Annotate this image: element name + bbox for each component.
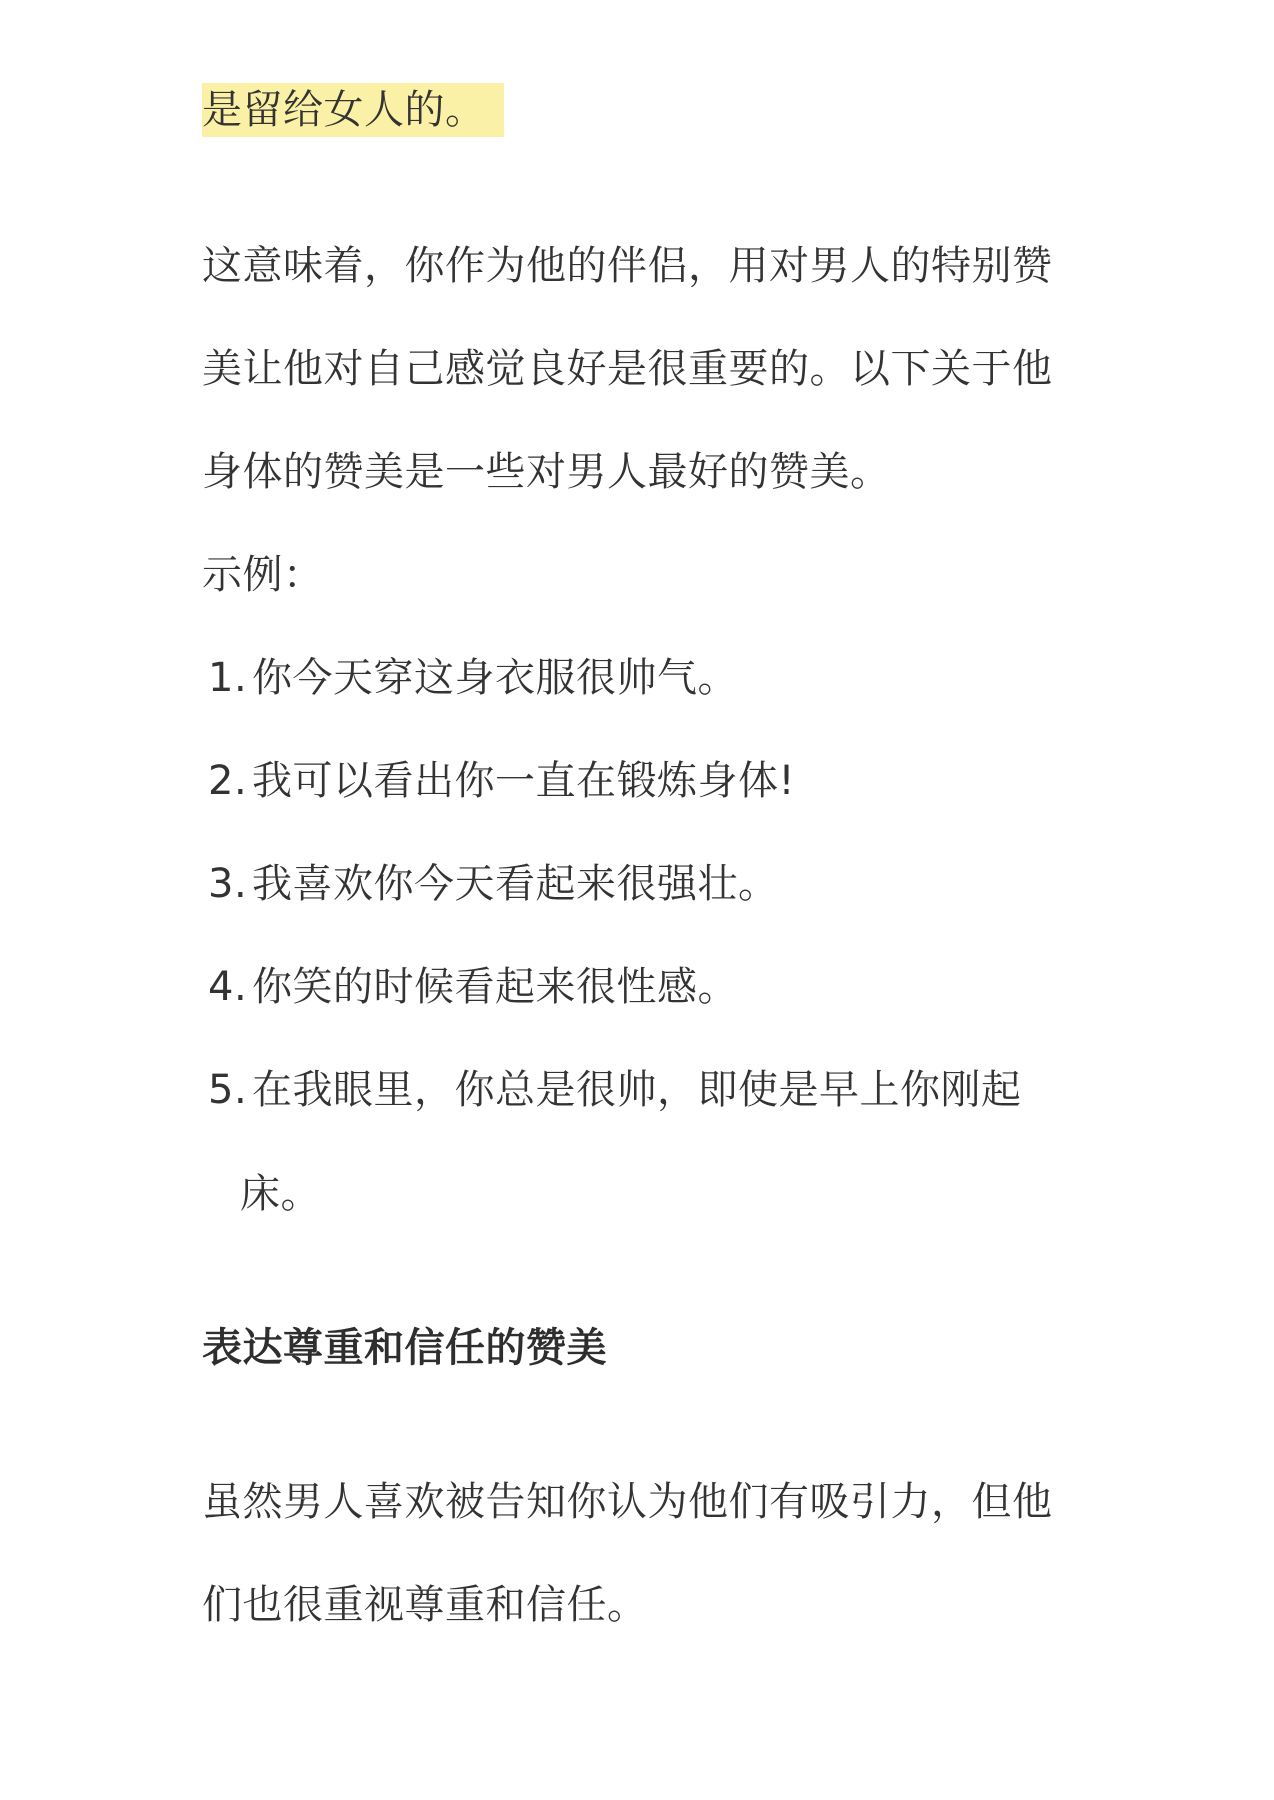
list-text: 你笑的时候看起来很性感。: [252, 964, 738, 1010]
list-item: [208, 755, 795, 807]
para2-line-2: 们也很重视尊重和信任。: [202, 1582, 648, 1628]
list-item: [208, 961, 738, 1013]
list-text: 你今天穿这身衣服很帅气。: [252, 655, 738, 701]
section-heading: 表达尊重和信任的赞美: [202, 1325, 607, 1371]
para1-line-2: 美让他对自己感觉良好是很重要的。以下关于他: [202, 346, 1053, 392]
list-number: 2.: [208, 758, 248, 804]
para2-line-1: 虽然男人喜欢被告知你认为他们有吸引力，但他: [202, 1479, 1053, 1525]
list-item-continuation: 床。: [240, 1171, 321, 1217]
list-text: 我可以看出你一直在锻炼身体!: [252, 758, 796, 804]
list-item: [208, 652, 738, 704]
para1-line-1: 这意味着，你作为他的伴侣，用对男人的特别赞: [202, 243, 1053, 289]
para1-line-3: 身体的赞美是一些对男人最好的赞美。: [202, 449, 891, 495]
list-number: 5.: [208, 1067, 248, 1113]
list-number: 3.: [208, 861, 248, 907]
examples-label: 示例：: [202, 552, 324, 598]
highlighted-text: 是留给女人的。: [202, 83, 504, 137]
intro-tail-line: [202, 84, 504, 136]
list-item: [208, 858, 779, 910]
list-item: [208, 1064, 1022, 1116]
list-text: 我喜欢你今天看起来很强壮。: [252, 861, 779, 907]
list-number: 4.: [208, 964, 248, 1010]
list-number: 1.: [208, 655, 248, 701]
list-text: 在我眼里，你总是很帅，即使是早上你刚起: [252, 1067, 1022, 1113]
